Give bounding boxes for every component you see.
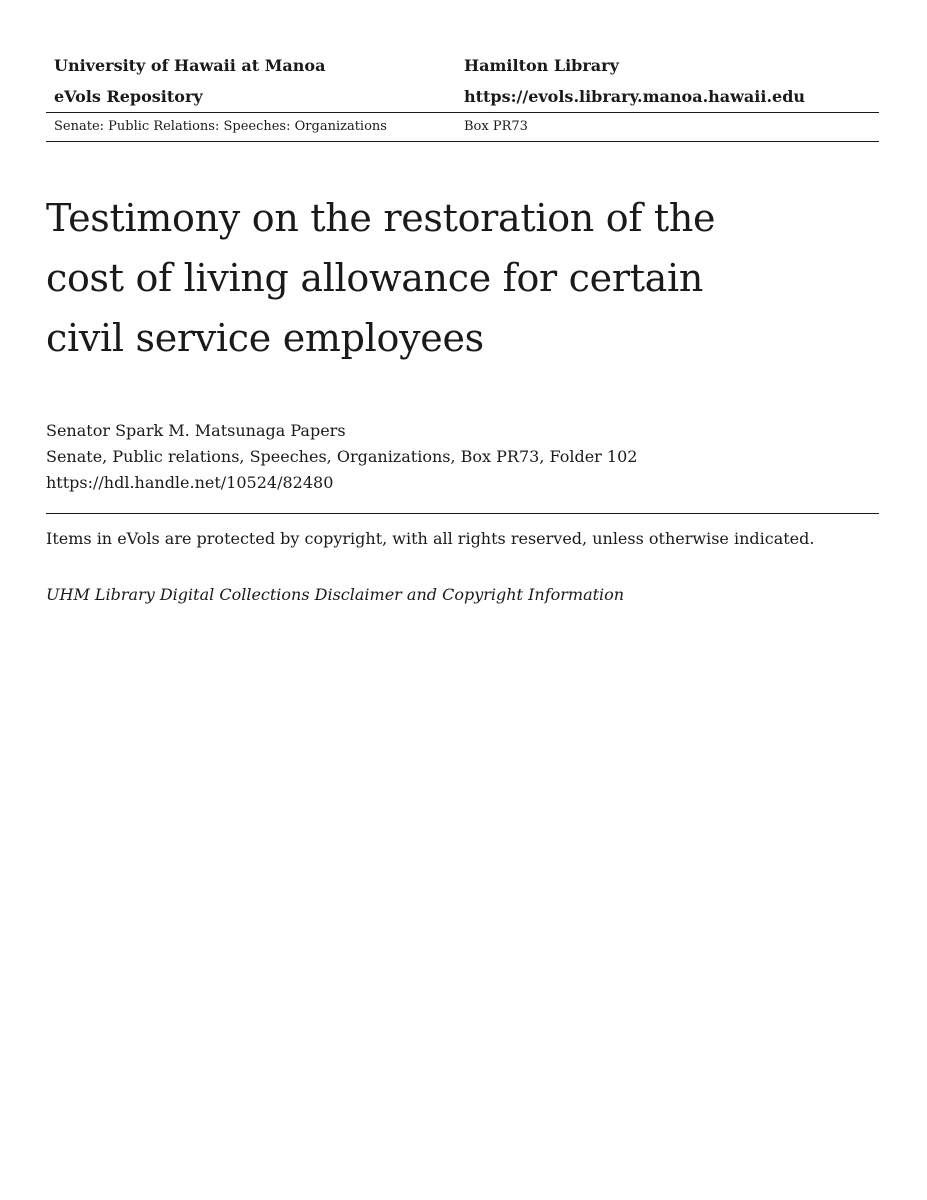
collection-path: Senate: Public Relations: Speeches: Organizations xyxy=(54,119,387,134)
institution-name: University of Hawaii at Manoa xyxy=(54,56,326,75)
title-line: Testimony on the restoration of the xyxy=(46,196,716,240)
disclaimer-link[interactable]: UHM Library Digital Collections Disclaimer and Copyright Information xyxy=(46,585,625,604)
section-divider xyxy=(46,513,879,514)
repository-url[interactable]: https://evols.library.manoa.hawaii.edu xyxy=(464,87,806,106)
document-metadata xyxy=(46,418,879,496)
rights-statement: Items in eVols are protected by copyright, with all rights reserved, unless otherwise indicated. xyxy=(46,529,815,548)
handle-link[interactable]: https://hdl.handle.net/10524/82480 xyxy=(46,473,334,492)
document-title xyxy=(46,188,806,368)
collection-name: Senator Spark M. Matsunaga Papers xyxy=(46,421,346,440)
header-row-1 xyxy=(46,50,879,81)
title-line: civil service employees xyxy=(46,316,484,360)
folder-location: Senate, Public relations, Speeches, Organizations, Box PR73, Folder 102 xyxy=(46,447,638,466)
header-row-3 xyxy=(46,113,879,142)
library-name: Hamilton Library xyxy=(464,56,619,75)
title-line: cost of living allowance for certain xyxy=(46,256,704,300)
repository-name: eVols Repository xyxy=(54,87,203,106)
document-header xyxy=(46,50,879,142)
box-label: Box PR73 xyxy=(464,119,528,134)
header-row-2 xyxy=(46,81,879,113)
